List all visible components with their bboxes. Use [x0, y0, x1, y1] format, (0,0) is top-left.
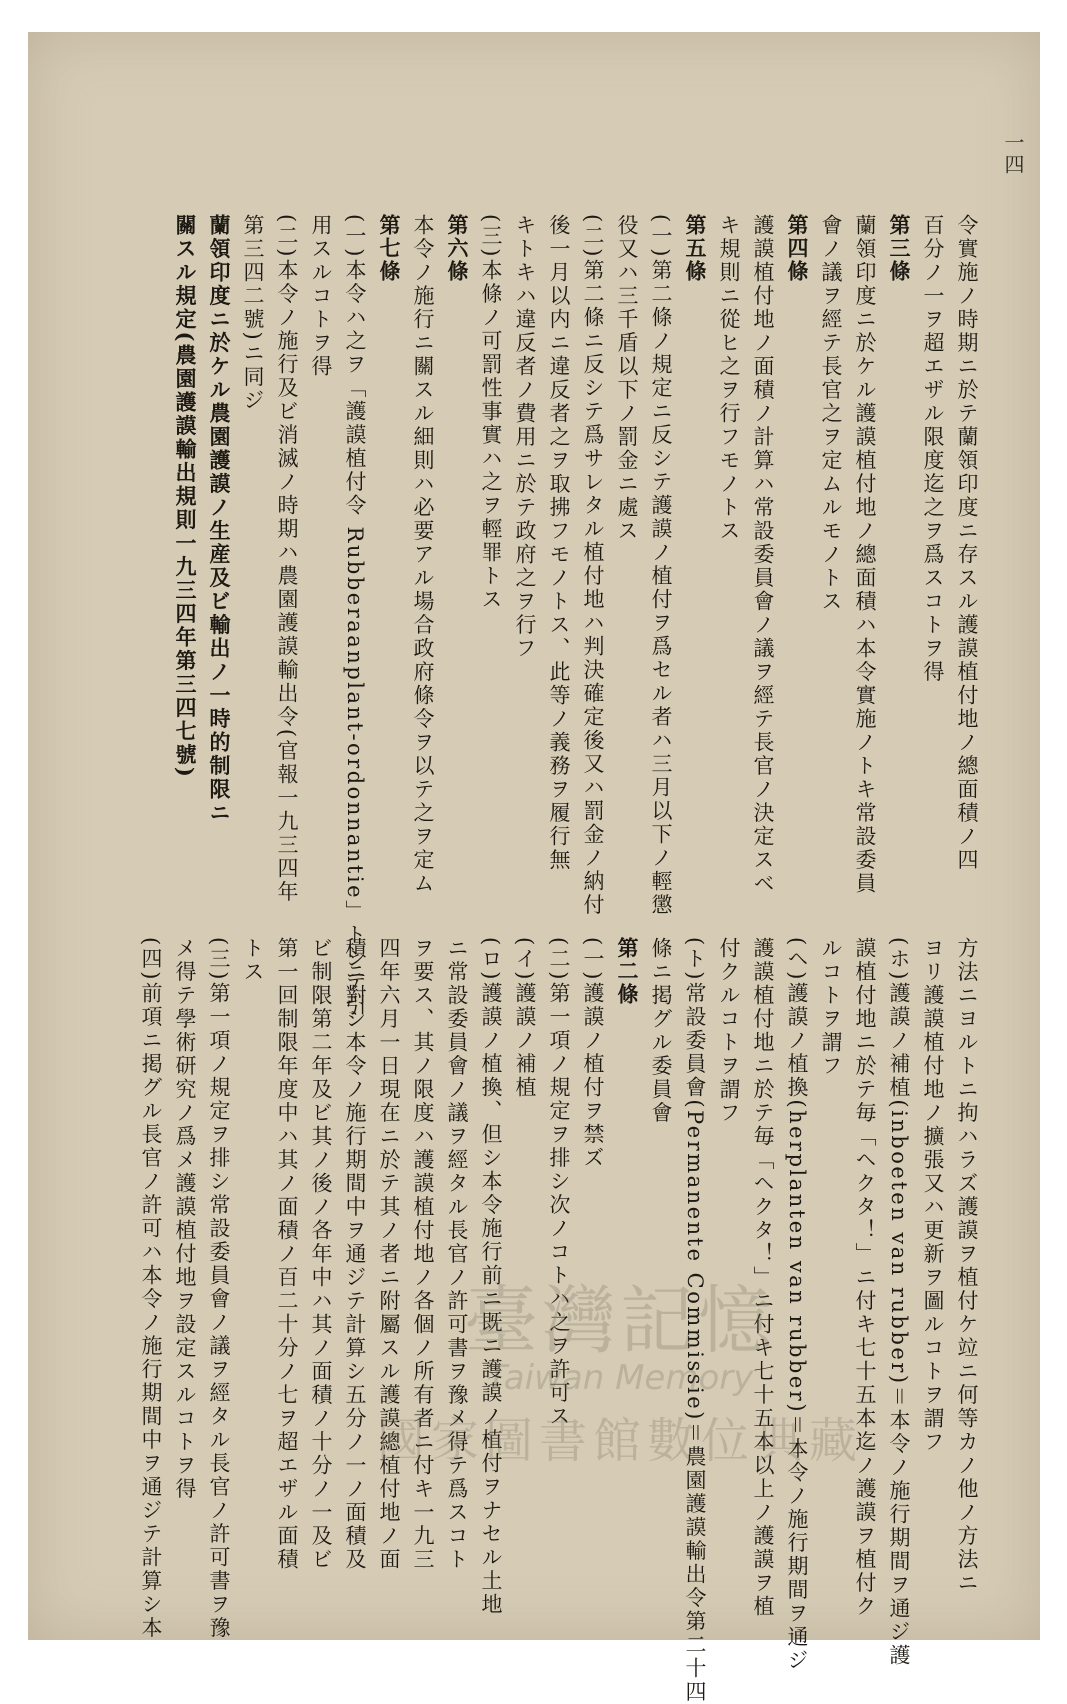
- watermark-english: Taiwan Memory: [486, 1358, 754, 1398]
- text-line: 第三四二號)ニ同ジ: [241, 214, 265, 413]
- watermark-library: 國家圖書館數位典藏: [376, 1413, 863, 1469]
- text-line: 方法ニヨルトニ拘ハラズ護謨ヲ植付ケ竝ニ何等カノ他ノ方法ニ: [955, 937, 979, 1595]
- text-line: 付クルコトヲ謂フ: [717, 937, 741, 1125]
- text-line: 護謨植付地ノ面積ノ計算ハ常設委員會ノ議ヲ經テ長官ノ決定スベ: [751, 214, 775, 896]
- text-line: (二)本令ノ施行及ビ消滅ノ時期ハ農園護謨輸出令(官報一九三四年: [275, 214, 299, 905]
- text-line: 會ノ議ヲ經テ長官之ヲ定ムルモノトス: [819, 214, 843, 614]
- article-heading: 第二條: [615, 937, 640, 1006]
- text-line: 第一回制限年度中ハ其ノ面積ノ百二十分ノ七ヲ超エザル面積: [275, 937, 299, 1572]
- text-line: 積ニ對シ本令ノ施行期間中ヲ通ジテ計算シ五分ノ一ノ面積及: [343, 937, 367, 1572]
- text-line: 後一月以内ニ違反者之ヲ取拂フモノトス、此等ノ義務ヲ履行無: [547, 214, 571, 872]
- page-number: 一四: [1001, 132, 1025, 176]
- article-heading: 第三條: [887, 214, 912, 283]
- text-line: 本令ノ施行ニ關スル細則ハ必要アル場合政府條令ヲ以テ之ヲ定ム: [411, 214, 435, 896]
- text-line: (ホ)護謨ノ補植(inboeten van rubber)＝本令ノ施行期間ヲ通ジ護: [887, 937, 911, 1668]
- text-line: (三)本條ノ可罰性事實ハ之ヲ輕罪トス: [479, 214, 503, 612]
- article-heading: 第六條: [445, 214, 470, 283]
- scanned-page: [28, 32, 1040, 1704]
- text-line: 條ニ掲グル委員會: [649, 937, 673, 1125]
- text-line: 關スル規定(農園護謨輸出規則一九三四年第三四七號): [173, 214, 198, 780]
- text-line: (ト)常設委員會(Permanente Commissie)＝農園護謨輸出令第二十四: [683, 937, 707, 1704]
- text-line: (一)護謨ノ植付ヲ禁ズ: [581, 937, 605, 1170]
- text-line: (一)第二條ノ規定ニ反シテ護謨ノ植付ヲ爲セル者ハ三月以下ノ輕懲: [649, 214, 673, 917]
- text-line: キ規則ニ從ヒ之ヲ行フモノトス: [717, 214, 741, 543]
- text-line: (二)第二條ニ反シテ爲サレタル植付地ハ判決確定後又ハ罰金ノ納付: [581, 214, 605, 917]
- text-line: (三)第一項ノ規定ヲ排シ常設委員會ノ議ヲ經タル長官ノ許可書ヲ豫: [207, 937, 231, 1640]
- text-line: キトキハ違反者ノ費用ニ於テ政府之ヲ行フ: [513, 214, 537, 661]
- text-line: ビ制限第二年及ビ其ノ後ノ各年中ハ其ノ面積ノ十分ノ一及ビ: [309, 937, 333, 1572]
- text-line: 謨植付地ニ於テ毎「ヘクタ！」ニ付キ七十五本迄ノ護謨ヲ植付ク: [853, 937, 877, 1619]
- text-line: (一)本令ハ之ヲ「護謨植付令 Rubberaanplant-ordonnantie」トシテ引: [343, 214, 367, 1018]
- text-line: ニ常設委員會ノ議ヲ經タル長官ノ許可書ヲ豫メ得テ爲スコト: [445, 937, 469, 1572]
- text-line: 用スルコトヲ得: [309, 214, 333, 379]
- watermark-cjk: 臺灣記憶: [464, 1278, 776, 1364]
- text-line: 令實施ノ時期ニ於テ蘭領印度ニ存スル護謨植付地ノ總面積ノ四: [955, 214, 979, 872]
- text-line: トス: [241, 937, 265, 984]
- text-line: (四)前項ニ掲グル長官ノ許可ハ本令ノ施行期間中ヲ通ジテ計算シ本: [139, 937, 163, 1640]
- text-line: 百分ノ一ヲ超エザル限度迄之ヲ爲スコトヲ得: [921, 214, 945, 684]
- text-line: (ヘ)護謨ノ植換(herplanten van rubber)＝本令ノ施行期間ヲ通ジ: [785, 937, 809, 1673]
- text-line: ヨリ護謨植付地ノ擴張又ハ更新ヲ圖ルコトヲ謂フ: [921, 937, 945, 1454]
- text-line: (二)第一項ノ規定ヲ排シ次ノコトハ之ヲ許可ス: [547, 937, 571, 1429]
- library-watermark: [340, 1262, 900, 1471]
- article-heading: 第五條: [683, 214, 708, 283]
- article-heading: 第四條: [785, 214, 810, 283]
- text-line: (ロ)護謨ノ植換、但シ本令施行前ニ既ニ護謨ノ植付ヲナセル土地: [479, 937, 503, 1617]
- text-line: ヲ要ス、其ノ限度ハ護謨植付地ノ各個ノ所有者ニ付キ一九三: [411, 937, 435, 1572]
- text-line: 護謨植付地ニ於テ毎「ヘクタ！」ニ付キ七十五本以上ノ護謨ヲ植: [751, 937, 775, 1619]
- text-line: 蘭領印度ニ於ケル農園護謨ノ生産及ビ輸出ノ一時的制限ニ: [207, 214, 232, 825]
- text-line: ルコトヲ謂フ: [819, 937, 843, 1078]
- article-heading: 第七條: [377, 214, 402, 283]
- text-line: 四年六月一日現在ニ於テ其ノ者ニ附屬スル護謨總植付地ノ面: [377, 937, 401, 1572]
- text-line: (イ)護謨ノ補植: [513, 937, 537, 1100]
- text-line: 役又ハ三千盾以下ノ罰金ニ處ス: [615, 214, 639, 543]
- text-line: 蘭領印度ニ於ケル護謨植付地ノ總面積ハ本令實施ノトキ常設委員: [853, 214, 877, 896]
- text-line: メ得テ學術研究ノ爲メ護謨植付地ヲ設定スルコトヲ得: [173, 937, 197, 1501]
